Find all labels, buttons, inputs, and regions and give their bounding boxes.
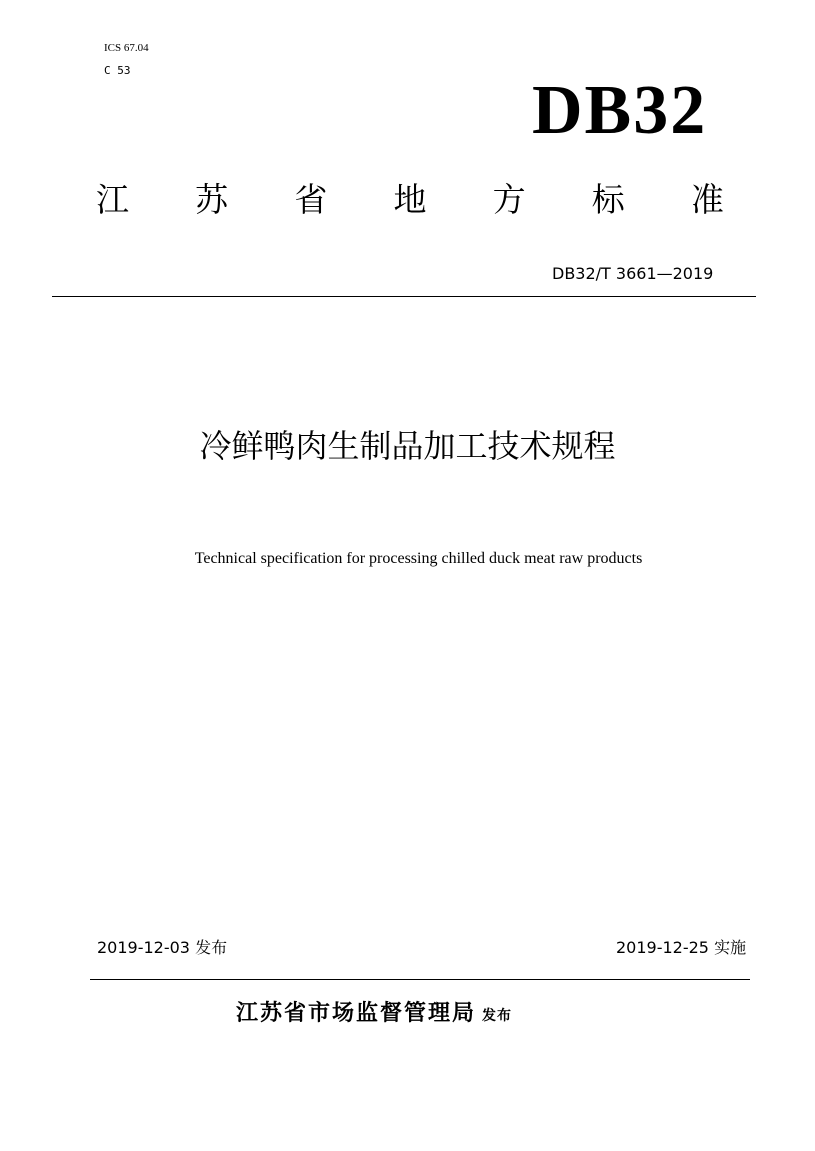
standard-type-char: 省: [294, 180, 328, 219]
standard-type-char: 方: [492, 180, 526, 219]
implementation-date: 2019-12-25 实施: [616, 938, 747, 957]
ccs-code: C 53: [104, 64, 131, 77]
standard-type-char: 地: [393, 180, 427, 219]
standard-type: [96, 180, 724, 219]
document-title-chinese: 冷鲜鸭肉生制品加工技术规程: [199, 427, 616, 465]
ics-code: ICS 67.04: [104, 42, 149, 54]
document-title-english: Technical specification for processing chilled duck meat raw products: [194, 550, 643, 567]
standard-type-char: 标: [591, 180, 625, 219]
issue-date: 2019-12-03 发布: [97, 938, 228, 957]
footer-divider: [90, 979, 750, 980]
standard-number: DB32/T 3661—2019: [552, 264, 714, 283]
header-divider: [52, 296, 756, 297]
standard-type-char: 苏: [195, 180, 229, 219]
publisher: [236, 996, 512, 1027]
publisher-name: 江苏省市场监督管理局: [236, 1001, 477, 1026]
publisher-suffix: 发布: [482, 1008, 513, 1024]
standard-type-char: 准: [690, 180, 724, 219]
standard-type-char: 江: [96, 180, 129, 219]
standard-logo: DB32: [532, 72, 708, 149]
